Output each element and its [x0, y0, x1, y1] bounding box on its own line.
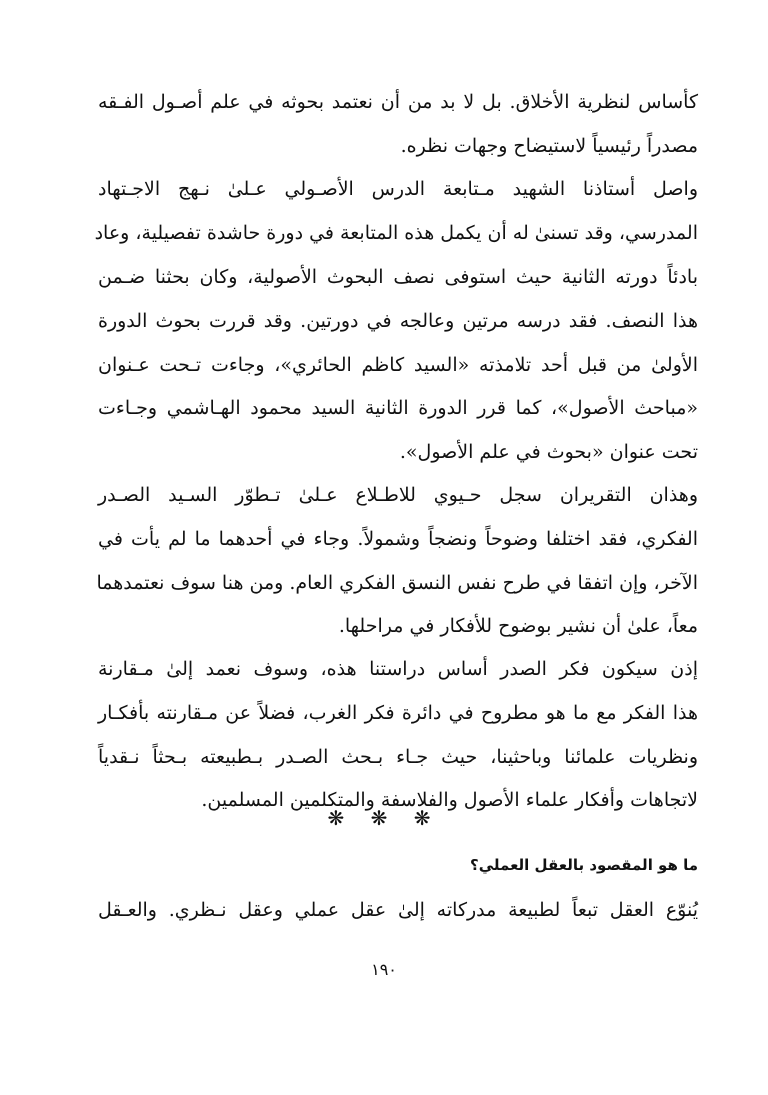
text-line: الأولىٰ من قبل أحد تلامذته «السيد كاظم الحائري»، وجاءت تـحت عـنوان	[98, 354, 698, 376]
text-line: ونظريات علمائنا وباحثينا، حيث جـاء بـحث الصـدر بـطبيعته بـحثاً نـقدياً	[98, 746, 698, 768]
text-line: هذا الفكر مع ما هو مطروح في دائرة فكر الغرب، فضلاً عن مـقارنته بأفكـار	[98, 702, 698, 724]
text-line: واصل أستاذنا الشهيد مـتابعة الدرس الأصـولي عـلىٰ نـهج الاجـتهاد	[98, 178, 698, 200]
text-line: الآخر، وإن اتفقا في طرح نفس النسق الفكري العام. ومن هنا سوف نعتمدهما	[96, 572, 698, 594]
text-line: الفكري، فقد اختلفا وضوحاً ونضجاً وشمولاً. وجاء في أحدهما ما لم يأت في	[98, 528, 698, 550]
text-line: المدرسي، وقد تسنىٰ له أن يكمل هذه المتابعة في دورة حاشدة تفصيلية، وعاد	[94, 222, 698, 244]
text-line: هذا النصف. فقد درسه مرتين وعالجه في دورتين. وقد قررت بحوث الدورة	[98, 310, 698, 332]
page-number: ١٩٠	[371, 960, 397, 979]
text-line: «مباحث الأصول»، كما قرر الدورة الثانية السيد محمود الهـاشمي وجـاءت	[98, 397, 698, 419]
text-line: تحت عنوان «بحوث في علم الأصول».	[399, 441, 698, 463]
text-line: إذن سيكون فكر الصدر أساس دراستنا هذه، وسوف نعمد إلىٰ مـقارنة	[98, 658, 698, 680]
text-line: يُنوّع العقل تبعاً لطبيعة مدركاته إلىٰ عقل عملي وعقل نـظري. والعـقل	[98, 899, 698, 921]
final-text	[94, 0, 698, 1095]
text-line: مصدراً رئيسياً لاستيضاح وجهات نظره.	[400, 135, 698, 157]
text-line: لاتجاهات وأفكار علماء الأصول والفلاسفة والمتكلمين المسلمين.	[201, 789, 698, 811]
text-line: وهذان التقريران سجل حـيوي للاطـلاع عـلىٰ تـطوّر السـيد الصـدر	[98, 484, 698, 506]
text-line: بادئاً دورته الثانية حيث استوفى نصف البحوث الأصولية، وكان بحثنا ضـمن	[98, 266, 698, 288]
section-divider: ❋ ❋ ❋	[327, 806, 441, 830]
text-line: معاً، علىٰ أن نشير بوضوح للأفكار في مراحلها.	[338, 615, 698, 637]
text-line: كأساس لنظرية الأخلاق. بل لا بد من أن نعتمد بحوثه في علم أصـول الفـقه	[98, 91, 698, 113]
section-heading: ما هو المقصود بالعقل العملي؟	[470, 856, 698, 874]
